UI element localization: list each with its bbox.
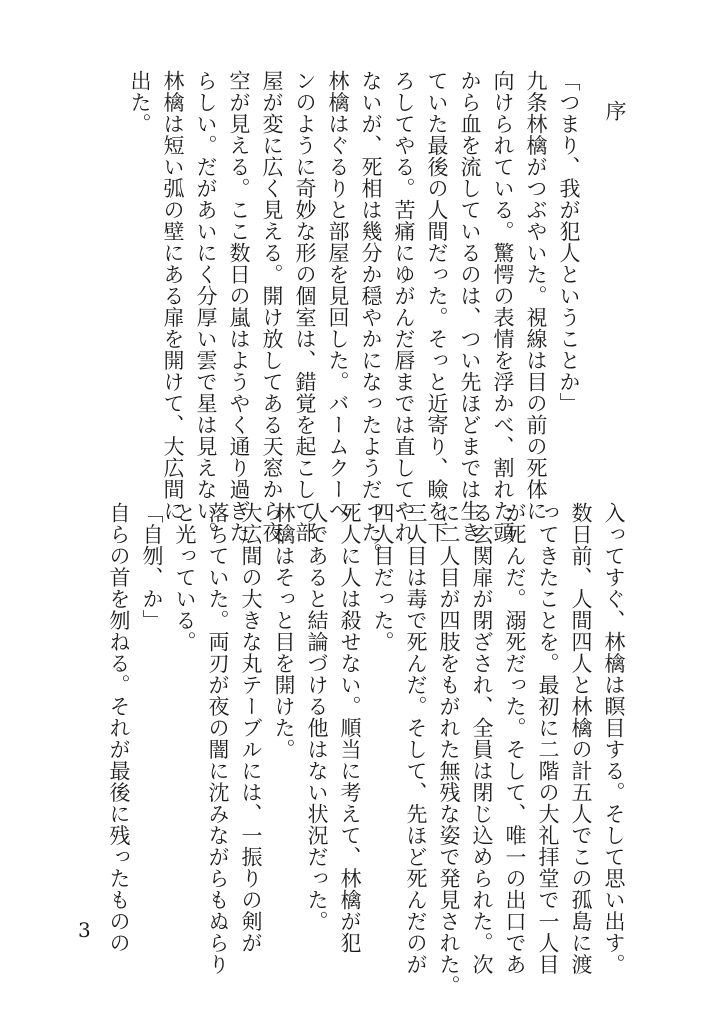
text-line: ってきたことを。最初に二階の大礼拝堂で一人目 <box>536 502 560 975</box>
text-line: 大広間の大きな丸テーブルには、一振りの剣が <box>239 502 263 954</box>
text-line: 向けられている。驚愕の表情を浮かべ、割れた頭 <box>491 70 515 543</box>
text-line: ないが、死相は幾分か穏やかになったようだった。 <box>359 70 383 565</box>
text-line: 死人に人は殺せない。順当に考えて、林檎が犯 <box>338 502 362 954</box>
text-line: 出た。 <box>128 70 152 135</box>
text-line: が死んだ。溺死だった。そして、唯一の出口であ <box>503 502 527 975</box>
text-line: 人であると結論づける他はない状況だった。 <box>305 502 329 932</box>
text-block-upper <box>123 70 585 565</box>
text-line: 落ちていた。両刃が夜の闇に沈みながらもぬらり <box>206 502 230 975</box>
text-line: 「自刎、か」 <box>140 502 164 631</box>
text-line: 三人目は毒で死んだ。そして、先ほど死んだのが <box>404 502 428 975</box>
text-line: ンのように奇妙な形の個室は、錯覚を起こして部 <box>293 70 317 543</box>
text-line: 自らの首を刎ねる。それが最後に残ったものの <box>107 502 131 954</box>
text-line: と光っている。 <box>173 502 197 653</box>
text-block-lower <box>102 502 630 997</box>
text-line: 数日前、人間四人と林檎の計五人でこの孤島に渡 <box>569 502 593 975</box>
text-line: ていた最後の人間だった。そっと近寄り、瞼を下 <box>425 70 449 543</box>
text-line: 林檎はそっと目を開けた。 <box>272 502 296 760</box>
text-line: ろしてやる。苦痛にゆがんだ唇までは直してやれ <box>392 70 416 543</box>
text-line: 入ってすぐ、林檎は瞑目する。そして思い出す。 <box>602 502 626 975</box>
text-line: に二人目が四肢をもがれた無残な姿で発見された。 <box>437 502 461 997</box>
text-line: から血を流しているのは、つい先ほどまでは生き <box>458 70 482 543</box>
page-number: 3 <box>78 918 91 942</box>
text-line: 四人目だった。 <box>371 502 395 653</box>
text-line: 「つまり、我が犯人ということか」 <box>557 70 581 414</box>
section-title: 序 <box>603 100 627 123</box>
text-line: 林檎はぐるりと部屋を見回した。バームクーヘ <box>326 70 350 522</box>
text-line: らしい。だがあいにく分厚い雲で星は見えない。 <box>194 70 218 543</box>
text-line: 九条林檎がつぶやいた。視線は目の前の死体に <box>524 70 548 522</box>
text-line: 屋が変に広く見える。開け放してある天窓から夜 <box>260 70 284 543</box>
text-line: 空が見える。ここ数日の嵐はようやく通り過ぎた <box>227 70 251 543</box>
text-line: る玄関扉が閉ざされ、全員は閉じ込められた。次 <box>470 502 494 975</box>
text-line: 林檎は短い弧の壁にある扉を開けて、大広間に <box>161 70 185 522</box>
